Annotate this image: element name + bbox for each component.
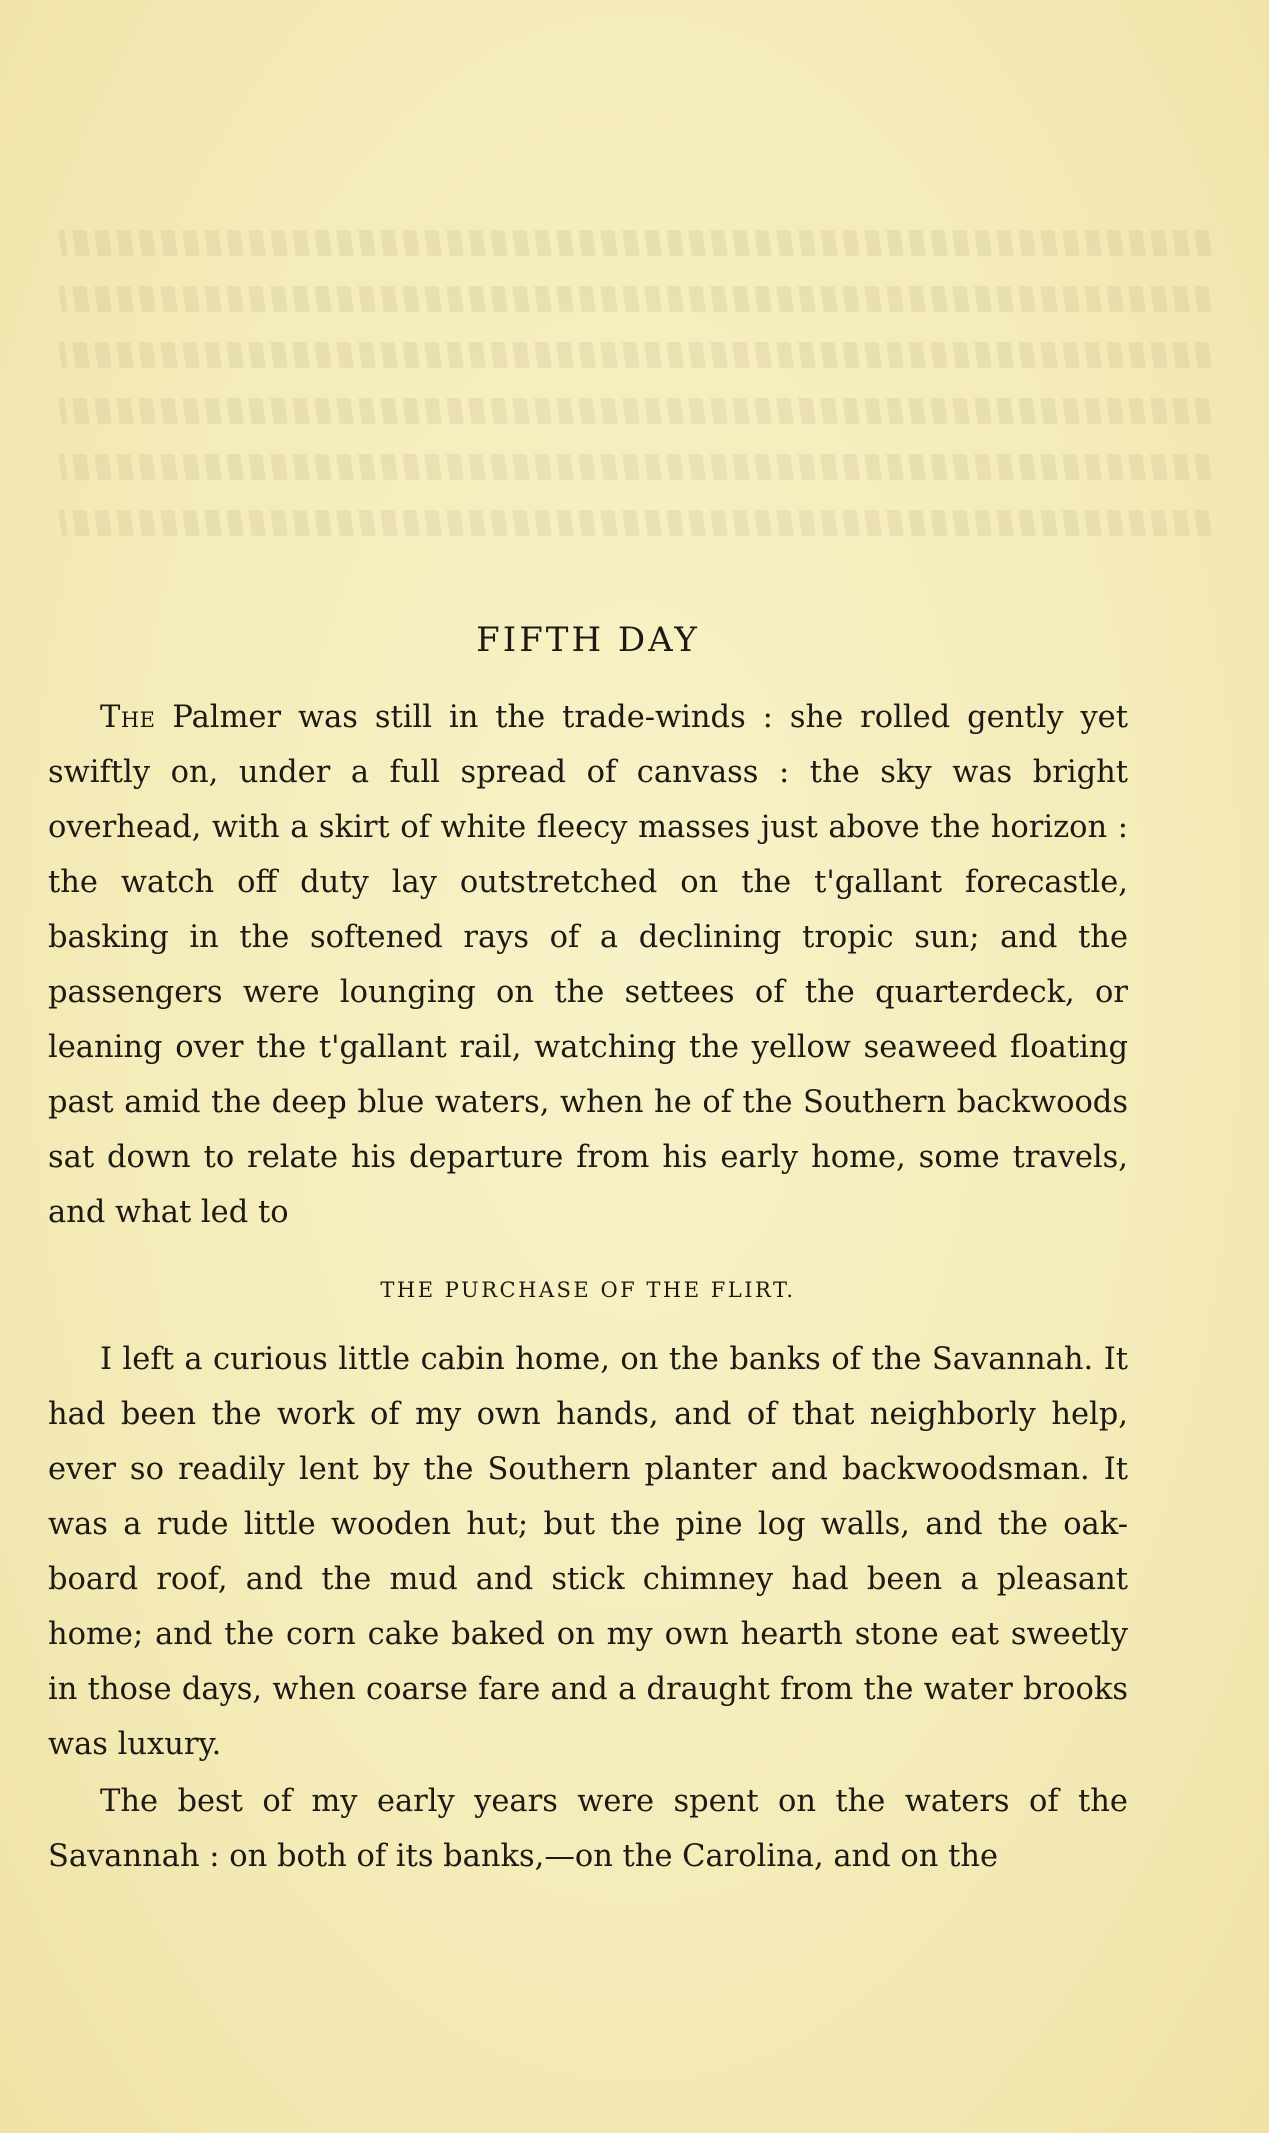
chapter-title: FIFTH DAY: [476, 620, 700, 660]
body-paragraph-2: The best of my early years were spent on the waters of the Savannah : on both of its banks,—on the Carolina, and on the: [48, 1784, 1128, 1874]
section-title: THE PURCHASE OF THE FLIRT.: [380, 1278, 796, 1302]
body-paragraph-1: I left a curious little cabin home, on the banks of the Savannah. It had been the work of my own hands, and of that neighborly help, ever so readily lent by the Southern planter and backwoodsman. It was a rude little wooden hut; but the pine log walls, and the oak-board roof, and the mud and stick chimney had been a pleasant home; and the corn cake baked on my own hearth stone eat sweetly in those days, when coarse fare and a draught from the water brooks was luxury.: [48, 1342, 1128, 1762]
bleed-through-text: [60, 230, 1210, 610]
page-text-block: [48, 620, 1128, 1884]
intro-paragraph: [48, 690, 1128, 1240]
intro-text: Palmer was still in the trade-winds : she rolled gently yet swiftly on, under a full spread of canvass : the sky was bright overhead, with a skirt of white fleecy masses just above the horizon : the watch off duty lay outstretched on the t'gallant forecastle, basking in the softened rays of a declining tropic sun; and the passengers were lounging on the settees of the quarterdeck, or leaning over the t'gallant rail, watching the yellow seaweed floating past amid the deep blue waters, when he of the Southern backwoods sat down to relate his departure from his early home, some travels, and what led to: [48, 700, 1128, 1230]
intro-lead-word: The: [100, 700, 156, 735]
